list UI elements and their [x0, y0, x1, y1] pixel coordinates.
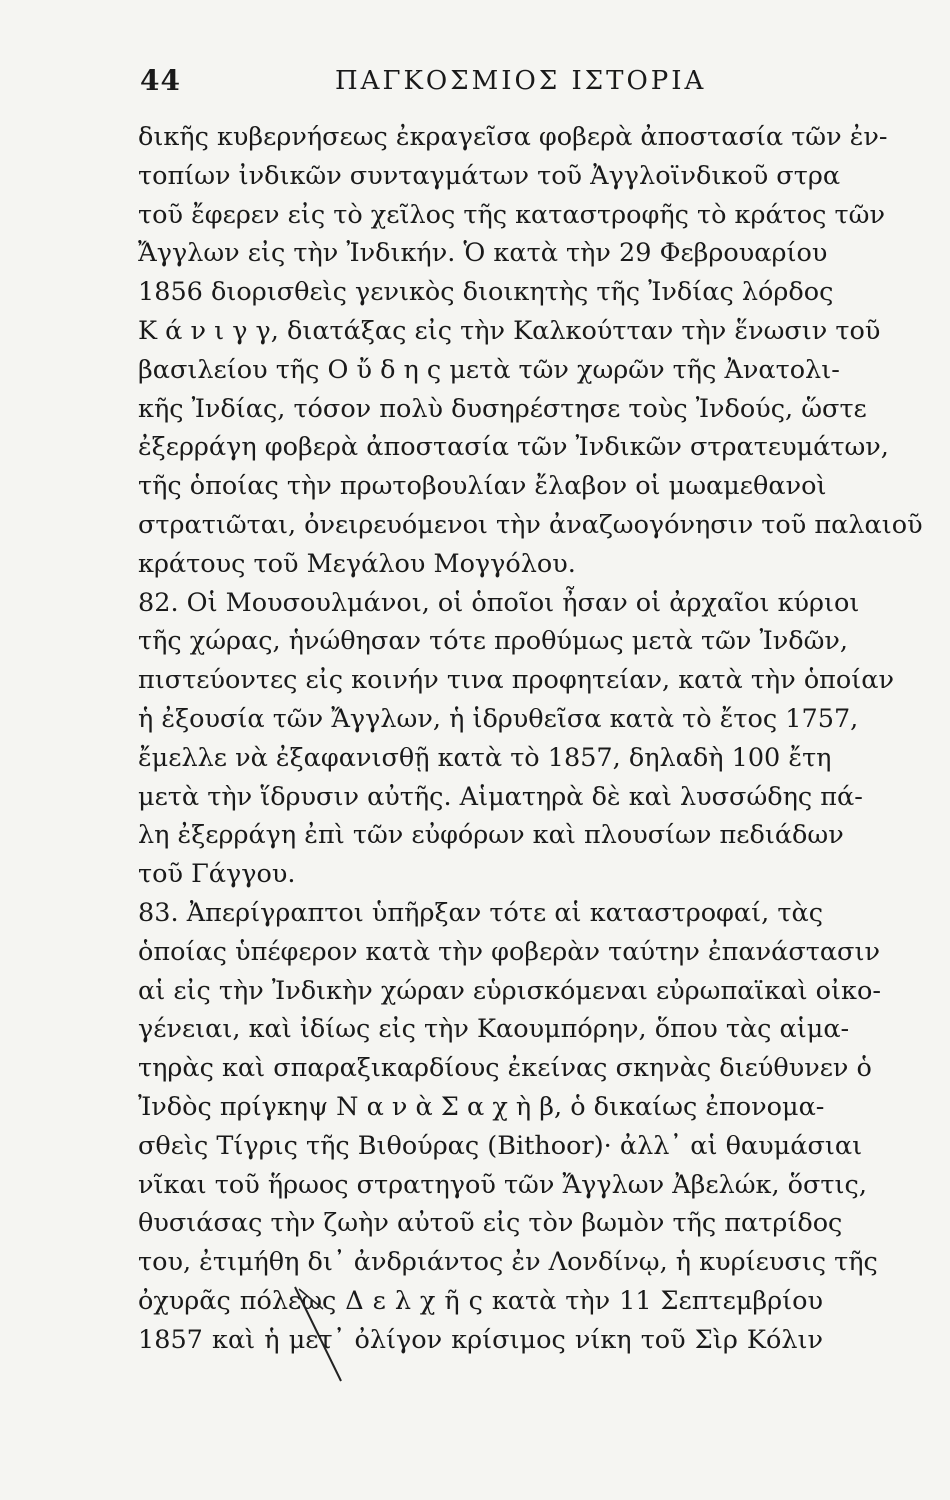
text-line: θυσιάσας τὴν ζωὴν αὐτοῦ εἰς τὸν βωμὸν τῆς πατρίδος [138, 1208, 843, 1239]
text-line: του, ἐτιμήθη δι᾽ ἀνδριάντος ἐν Λονδίνῳ, ἡ κυρίευσις τῆς [138, 1247, 878, 1278]
text-line: 83. Ἀπερίγραπτοι ὑπῆρξαν τότε αἱ καταστροφαί, τὰς [138, 897, 823, 928]
pen-stroke-mark [293, 1285, 343, 1385]
text-line: μετὰ τὴν ἵδρυσιν αὐτῆς. Αἱματηρὰ δὲ καὶ λυσσώδης πά- [138, 781, 863, 812]
text-line: 82. Οἱ Μουσουλμάνοι, οἱ ὁποῖοι ἦσαν οἱ ἀρχαῖοι κύριοι [138, 587, 860, 618]
text-line: ὁποίας ὑπέφερον κατὰ τὴν φοβερὰν ταύτην ἐπανάστασιν [138, 936, 880, 967]
text-line: τοπίων ἰνδικῶν συνταγμάτων τοῦ Ἀγγλοϊνδικοῦ στρα [138, 160, 841, 191]
text-line: τηρὰς καὶ σπαραξικαρδίους ἐκείνας σκηνὰς διεύθυνεν ὁ [138, 1053, 872, 1084]
text-line: δικῆς κυβερνήσεως ἐκραγεῖσα φοβερὰ ἀποστασία τῶν ἐν- [138, 122, 888, 152]
text-line: Ἄγγλων εἰς τὴν Ἰνδικήν. Ὁ κατὰ τὴν 29 Φεβρουαρίου [138, 238, 828, 269]
text-line: νῖκαι τοῦ ἥρωος στρατηγοῦ τῶν Ἄγγλων Ἀβελώκ, ὅστις, [138, 1169, 867, 1200]
text-line: ἔμελλε νὰ ἐξαφανισθῇ κατὰ τὸ 1857, δηλαδὴ 100 ἔτη [138, 742, 832, 773]
text-line: 1857 καὶ ἡ μετ᾽ ὀλίγον κρίσιμος νίκη τοῦ Σὶρ Κόλιν [138, 1324, 823, 1355]
text-line: κράτους τοῦ Μεγάλου Μογγόλου. [138, 548, 576, 579]
text-line: γένειαι, καὶ ἰδίως εἰς τὴν Καουμπόρην, ὅπου τὰς αἱμα- [138, 1014, 850, 1045]
text-line: Ἰνδὸς πρίγκηψ Ν α ν ὰ Σ α χ ὴ β, ὁ δικαίως ἐπονομα- [138, 1091, 825, 1122]
page-number: 44 [140, 64, 181, 97]
text-line: 1856 διορισθεὶς γενικὸς διοικητὴς τῆς Ἰνδίας λόρδος [138, 277, 834, 308]
text-line: τῆς ὁποίας τὴν πρωτοβουλίαν ἔλαβον οἱ μωαμεθανοὶ [138, 471, 827, 502]
text-line: ἡ ἐξουσία τῶν Ἄγγλων, ἡ ἱδρυθεῖσα κατὰ τὸ ἔτος 1757, [138, 703, 859, 734]
text-line: σθεὶς Τίγρις τῆς Βιθούρας (Bithoor)· ἀλλ᾽ αἱ θαυμάσιαι [138, 1130, 863, 1161]
text-line: ὀχυρᾶς πόλεως Δ ε λ χ ῆ ς κατὰ τὴν 11 Σεπτεμβρίου [138, 1285, 823, 1316]
body-text [138, 118, 923, 1360]
text-line: τοῦ Γάγγου. [138, 859, 296, 890]
text-line: βασιλείου τῆς Ο ὔ δ η ς μετὰ τῶν χωρῶν τῆς Ἀνατολι- [138, 354, 840, 385]
text-line: λη ἐξερράγη ἐπὶ τῶν εὐφόρων καὶ πλουσίων πεδιάδων [138, 820, 844, 851]
text-line: ἐξερράγη φοβερὰ ἀποστασία τῶν Ἰνδικῶν στρατευμάτων, [138, 432, 889, 463]
text-line: Κ ά ν ι γ γ, διατάξας εἰς τὴν Καλκούτταν τὴν ἕνωσιν τοῦ [138, 315, 881, 346]
text-line: πιστεύοντες εἰς κοινήν τινα προφητείαν, κατὰ τὴν ὁποίαν [138, 665, 894, 696]
text-line: τοῦ ἔφερεν εἰς τὸ χεῖλος τῆς καταστροφῆς τὸ κράτος τῶν [138, 199, 885, 230]
text-line: τῆς χώρας, ἡνώθησαν τότε προθύμως μετὰ τῶν Ἰνδῶν, [138, 626, 849, 657]
text-line: κῆς Ἰνδίας, τόσον πολὺ δυσηρέστησε τοὺς Ἰνδούς, ὥστε [138, 393, 867, 424]
running-head [140, 58, 830, 108]
text-line: στρατιῶται, ὀνειρευόμενοι τὴν ἀναζωογόνησιν τοῦ παλαιοῦ [138, 509, 923, 540]
running-title: ΠΑΓΚΟΣΜΙΟΣ ΙΣΤΟΡΙΑ [335, 66, 707, 96]
text-line: αἱ εἰς τὴν Ἰνδικὴν χώραν εὑρισκόμεναι εὐρωπαϊκαὶ οἰκο- [138, 975, 881, 1006]
